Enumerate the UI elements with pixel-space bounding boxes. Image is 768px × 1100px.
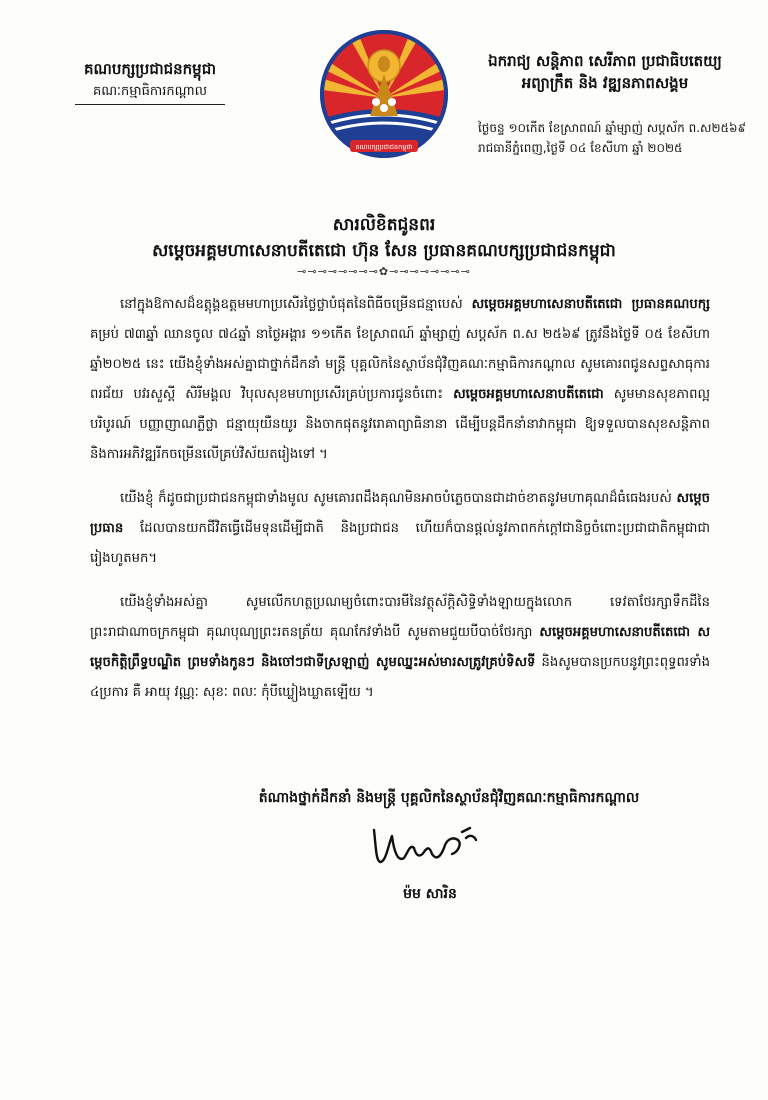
motto-line-1: ឯករាជ្យ សន្តិភាព សេរីភាព ប្រជាធិបតេយ្យ: [488, 52, 722, 70]
cpp-party-emblem-icon: [318, 28, 450, 160]
title-ornament: ⊸⊸⊸⊸⊸⊸⊸⊸✿⊸⊸⊸⊸⊸⊸⊸⊸: [297, 265, 471, 278]
party-header: [40, 58, 260, 105]
paragraph-1: [90, 290, 710, 470]
closing-line: តំណាងថ្នាក់ដឹកនាំ និងមន្ត្រី បុគ្គលិកនៃស្ថាប័នជុំវិញគណៈកម្មាធិការកណ្តាល: [258, 790, 640, 806]
paragraph-bold: សម្តេចប្រធាន: [90, 491, 710, 536]
party-name: គណបក្សប្រជាជនកម្ពុជា: [84, 60, 216, 78]
committee-name: គណៈកម្មាធិការកណ្តាល: [92, 84, 208, 99]
paragraph-bold: សម្តេចអគ្គមហាសេនាបតីតេជោ ប្រធានគណបក្ស: [471, 297, 710, 312]
title-line-2: សម្តេចអគ្គមហាសេនាបតីតេជោ ហ៊ុន សែន ប្រធានគណបក្សប្រជាជនកម្ពុជា: [152, 241, 616, 261]
paragraph-text: និងសូមបានប្រកបនូវព្រះពុទ្ធពរទាំង ៤ប្រការ គឺ អាយុ វណ្ណៈ សុខៈ ពលៈ កុំបីឃ្លៀងឃ្លាតឡើយ ។: [90, 655, 710, 700]
signer-name: ម៉ម សារិន: [403, 886, 457, 902]
paragraph-3: [90, 588, 710, 708]
paragraph-bold: សម្តេចអគ្គមហាសេនាបតីតេជោ សម្តេចកិត្តិព្រឹទ្ធបណ្ឌិត ព្រមទាំងកូនៗ និងចៅៗជាទីស្រឡាញ់ សូមឈ្នះអស់មារសត្រូវគ្រប់ទិសទី: [90, 625, 710, 670]
paragraph-text: យើងខ្ញុំទាំងអស់គ្នា សូមលើកហត្ថប្រណម្យចំពោះបារមីនៃវត្ថុស័ក្តិសិទ្ធិទាំងឡាយក្នុងលោក ទេវតាថែរក្សាទឹកដីនៃព្រះរាជាណាចក្រកម្ពុជា គុណបុណ្យព្រះរតនត្រ័យ គុណកែវទាំងបី សូមតាមជួយបីបាច់ថែរក្សា: [90, 595, 710, 640]
emblem-banner-text: គណបក្សប្រជាជនកម្ពុជា: [355, 143, 413, 151]
handwritten-signature-icon: [366, 818, 486, 874]
paragraph-text: ដែលបានយកជីវិតធ្វើដើមទុនដើម្បីជាតិ និងប្រជាជន ហើយក៏បានផ្តល់នូវភាពកក់ក្តៅជានិច្ចចំពោះប្រជាជាតិកម្ពុជាជារៀងហូតមក។: [90, 521, 710, 566]
paragraph-text: សូមមានសុខភាពល្អបរិបូរណ៍ បញ្ញាញាណភ្លឺថ្លា ជន្មាយុយឺនយូរ និងចាកផុតនូវរោគាព្យាធិនានា ដើម្បីបន្តដឹកនាំនាវាកម្ពុជា ឱ្យទទួលបានសុខសន្តិភាព និងការអភិវឌ្ឍរីកចម្រើនលើគ្រប់វិស័យតរៀងទៅ ។: [90, 387, 710, 462]
motto-line-2: អព្យាក្រឹត និង វឌ្ឍនភាពសង្គម: [521, 74, 689, 92]
paragraph-2: [90, 484, 710, 574]
national-motto: [470, 50, 740, 94]
letter-title: [0, 212, 768, 280]
title-line-1: សារលិខិតជូនពរ: [332, 215, 436, 235]
paragraph-text: នៅក្នុងឱកាសដ៏ឧត្តុង្គឧត្តមមហាប្រសើរថ្លៃថ្លាបំផុតនៃពិធីចម្រើនជន្មាបេស់: [120, 297, 472, 312]
lunar-date: ថ្ងៃចន្ទ ១០កើត ខែស្រាពណ៍ ឆ្នាំម្សាញ់ សប្តស័ក ព.ស២៥៦៩: [478, 121, 747, 135]
paragraph-text: គម្រប់ ៧៣ឆ្នាំ ឈានចូល ៧៤ឆ្នាំ នាថ្ងៃអង្គារ ១១កើត ខែស្រាពណ៍ ឆ្នាំម្សាញ់ សប្តស័ក ព.ស ២៥៦៩ ត្រូវនឹងថ្ងៃទី ០៥ ខែសីហា ឆ្នាំ២០២៥ នេះ យើងខ្ញុំទាំងអស់គ្នាជាថ្នាក់ដឹកនាំ មន្ត្រី បុគ្គលិកនៃស្ថាប័នជុំវិញគណៈកម្មាធិការកណ្តាល សូមគោរពជូនសព្ទសាធុការពរជ័យ បវរសួស្តី សិរីមង្គល វិបុលសុខមហាប្រសើរគ្រប់ប្រការជូនចំពោះ: [90, 327, 710, 402]
header-rule: [75, 104, 225, 105]
letter-body: [90, 290, 710, 722]
dateline: [478, 118, 748, 158]
place-date: រាជធានីភ្នំពេញ,ថ្ងៃទី ០៤ ខែសីហា ឆ្នាំ ២០២៥: [478, 141, 683, 155]
paragraph-bold: សម្តេចអគ្គមហាសេនាបតីតេជោ: [453, 387, 604, 402]
paragraph-text: យើងខ្ញុំ ក៏ដូចជាប្រជាជនកម្ពុជាទាំងមូល សូមគោរពដឹងគុណមិនអាចបំភ្លេចបានជាដាច់ខាតនូវមហាគុណដ៏ធំធេងរបស់: [120, 491, 677, 506]
